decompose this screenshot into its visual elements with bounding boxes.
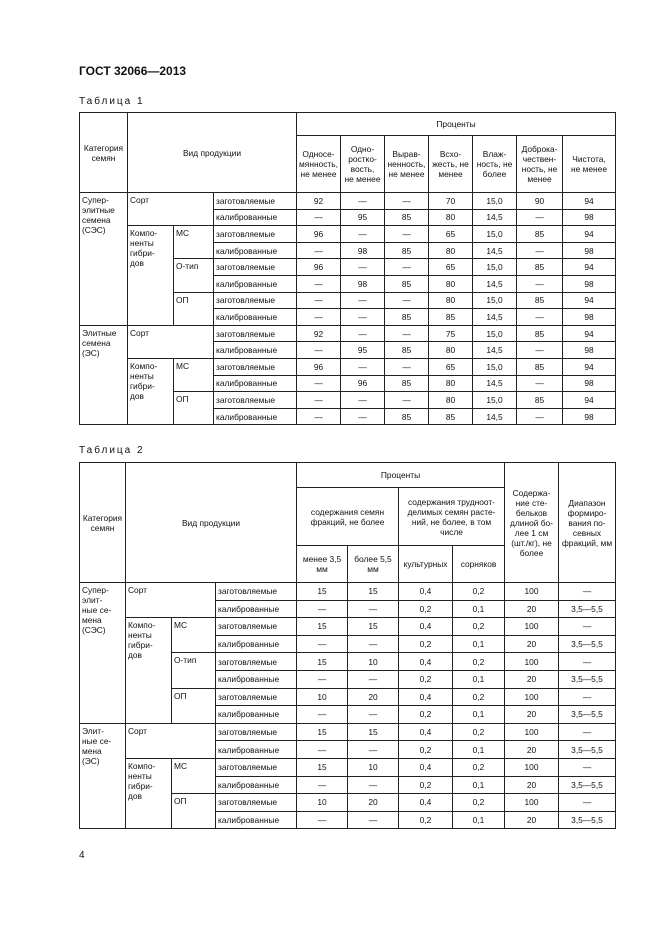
- value-cell: 100: [505, 794, 559, 812]
- t2-header-more55: более 5,5 мм: [348, 546, 399, 583]
- value-cell: 80: [429, 275, 473, 292]
- value-cell: 0,2: [399, 635, 453, 653]
- value-cell: 15,0: [473, 193, 517, 210]
- components-cell: Компо- ненты гибри- дов: [128, 358, 174, 424]
- product-form-cell: калиброванные: [214, 275, 297, 292]
- value-cell: 0,2: [453, 618, 505, 636]
- value-cell: 92: [297, 325, 341, 342]
- value-cell: —: [348, 706, 399, 724]
- value-cell: 0,1: [453, 600, 505, 618]
- value-cell: 15,0: [473, 226, 517, 243]
- category-cell: Элитные семена (ЭС): [80, 325, 128, 425]
- value-cell: —: [297, 600, 348, 618]
- t1-header-product: Вид продукции: [128, 113, 297, 193]
- value-cell: 92: [297, 193, 341, 210]
- value-cell: 96: [341, 375, 385, 392]
- value-cell: 65: [429, 358, 473, 375]
- value-cell: 85: [385, 242, 429, 259]
- value-cell: —: [559, 758, 616, 776]
- document-header: ГОСТ 32066—2013: [79, 64, 187, 78]
- subtype-cell: МС: [174, 226, 214, 259]
- product-form-cell: заготовляемые: [214, 226, 297, 243]
- value-cell: —: [385, 325, 429, 342]
- value-cell: 15,0: [473, 358, 517, 375]
- value-cell: 0,2: [399, 811, 453, 829]
- value-cell: —: [348, 776, 399, 794]
- value-cell: —: [559, 794, 616, 812]
- t2-header-fractions: содержания семян фракций, не более: [297, 488, 399, 546]
- product-form-cell: калиброванные: [214, 342, 297, 359]
- value-cell: 20: [505, 741, 559, 759]
- value-cell: —: [297, 275, 341, 292]
- subtype-cell: ОП: [172, 794, 216, 829]
- value-cell: 0,4: [399, 583, 453, 601]
- t2-header-range: Диапазон формиро-вания по-севных фракций, мм: [559, 463, 616, 583]
- t2-header-weed: сорняков: [453, 546, 505, 583]
- value-cell: 15: [297, 758, 348, 776]
- t1-col-header: Чистота, не менее: [563, 136, 616, 193]
- value-cell: 0,2: [453, 758, 505, 776]
- value-cell: 85: [517, 392, 563, 409]
- value-cell: 80: [429, 392, 473, 409]
- value-cell: 85: [429, 309, 473, 326]
- value-cell: 3,5—5,5: [559, 635, 616, 653]
- value-cell: 15: [297, 723, 348, 741]
- t1-col-header: Доброка- чествен- ность, не менее: [517, 136, 563, 193]
- t1-col-header: Одно- ростко- вость, не менее: [341, 136, 385, 193]
- value-cell: 70: [429, 193, 473, 210]
- value-cell: 15,0: [473, 259, 517, 276]
- product-form-cell: заготовляемые: [214, 292, 297, 309]
- value-cell: 65: [429, 259, 473, 276]
- t1-header-percent: Проценты: [297, 113, 616, 136]
- value-cell: 0,4: [399, 723, 453, 741]
- table1: [79, 112, 616, 425]
- value-cell: 0,2: [453, 688, 505, 706]
- value-cell: —: [348, 635, 399, 653]
- subtype-cell: ОП: [174, 392, 214, 425]
- value-cell: 14,5: [473, 209, 517, 226]
- value-cell: 65: [429, 226, 473, 243]
- value-cell: 80: [429, 292, 473, 309]
- value-cell: 96: [297, 226, 341, 243]
- t1-header-category: Категория семян: [80, 113, 128, 193]
- table2: [79, 462, 616, 829]
- value-cell: —: [559, 688, 616, 706]
- value-cell: 15,0: [473, 325, 517, 342]
- value-cell: 15: [348, 723, 399, 741]
- value-cell: 100: [505, 653, 559, 671]
- value-cell: 100: [505, 758, 559, 776]
- value-cell: 100: [505, 583, 559, 601]
- value-cell: —: [385, 226, 429, 243]
- value-cell: 0,1: [453, 635, 505, 653]
- subtype-cell: О-тип: [174, 259, 214, 292]
- components-cell: Компо- ненты гибри- дов: [126, 618, 172, 724]
- value-cell: —: [297, 392, 341, 409]
- table-row: [80, 758, 616, 776]
- value-cell: 94: [563, 392, 616, 409]
- value-cell: —: [341, 358, 385, 375]
- product-form-cell: заготовляемые: [216, 723, 297, 741]
- value-cell: 75: [429, 325, 473, 342]
- value-cell: 95: [341, 342, 385, 359]
- value-cell: —: [297, 706, 348, 724]
- value-cell: 94: [563, 193, 616, 210]
- value-cell: 10: [297, 794, 348, 812]
- value-cell: 96: [297, 259, 341, 276]
- value-cell: 85: [429, 408, 473, 425]
- product-form-cell: заготовляемые: [216, 583, 297, 601]
- value-cell: 0,2: [399, 600, 453, 618]
- value-cell: 98: [341, 242, 385, 259]
- product-form-cell: заготовляемые: [214, 259, 297, 276]
- value-cell: 0,4: [399, 758, 453, 776]
- value-cell: 100: [505, 688, 559, 706]
- t2-header-percent: Проценты: [297, 463, 505, 488]
- product-form-cell: калиброванные: [216, 741, 297, 759]
- value-cell: 0,2: [453, 794, 505, 812]
- value-cell: 3,5—5,5: [559, 811, 616, 829]
- value-cell: —: [297, 292, 341, 309]
- value-cell: 100: [505, 723, 559, 741]
- value-cell: 0,2: [399, 741, 453, 759]
- value-cell: —: [297, 408, 341, 425]
- value-cell: 98: [563, 375, 616, 392]
- value-cell: 20: [505, 776, 559, 794]
- value-cell: —: [348, 811, 399, 829]
- product-form-cell: калиброванные: [216, 706, 297, 724]
- value-cell: —: [341, 408, 385, 425]
- value-cell: —: [559, 653, 616, 671]
- value-cell: —: [341, 392, 385, 409]
- value-cell: 94: [563, 259, 616, 276]
- sort-cell: Сорт: [128, 325, 214, 358]
- value-cell: 0,1: [453, 741, 505, 759]
- value-cell: 0,4: [399, 653, 453, 671]
- page-number: 4: [79, 850, 85, 861]
- value-cell: —: [297, 741, 348, 759]
- value-cell: 20: [505, 670, 559, 688]
- product-form-cell: калиброванные: [216, 635, 297, 653]
- product-form-cell: калиброванные: [214, 408, 297, 425]
- value-cell: —: [559, 618, 616, 636]
- value-cell: —: [297, 209, 341, 226]
- value-cell: 20: [505, 706, 559, 724]
- value-cell: —: [341, 309, 385, 326]
- value-cell: 85: [385, 342, 429, 359]
- value-cell: 94: [563, 226, 616, 243]
- value-cell: 0,4: [399, 688, 453, 706]
- value-cell: 0,2: [399, 706, 453, 724]
- value-cell: 14,5: [473, 242, 517, 259]
- table-row: [80, 618, 616, 636]
- value-cell: —: [297, 309, 341, 326]
- sort-cell: Сорт: [126, 723, 216, 758]
- value-cell: —: [297, 670, 348, 688]
- t1-col-header: Влаж- ность, не более: [473, 136, 517, 193]
- value-cell: 10: [348, 758, 399, 776]
- value-cell: 85: [517, 325, 563, 342]
- product-form-cell: заготовляемые: [216, 618, 297, 636]
- value-cell: 15: [348, 583, 399, 601]
- category-cell: Супер- элитные семена (СЭС): [80, 193, 128, 326]
- value-cell: —: [348, 741, 399, 759]
- value-cell: 85: [517, 259, 563, 276]
- value-cell: 80: [429, 242, 473, 259]
- value-cell: —: [517, 242, 563, 259]
- category-cell: Элит- ные се- мена (ЭС): [80, 723, 126, 829]
- value-cell: 20: [505, 600, 559, 618]
- value-cell: —: [517, 408, 563, 425]
- category-cell: Супер- элит- ные се- мена (СЭС): [80, 583, 126, 724]
- value-cell: 85: [385, 408, 429, 425]
- value-cell: 10: [297, 688, 348, 706]
- value-cell: 0,1: [453, 776, 505, 794]
- value-cell: —: [297, 375, 341, 392]
- value-cell: 3,5—5,5: [559, 741, 616, 759]
- value-cell: 80: [429, 209, 473, 226]
- value-cell: 0,4: [399, 618, 453, 636]
- value-cell: 15: [297, 618, 348, 636]
- table-row: [80, 325, 616, 342]
- value-cell: —: [341, 226, 385, 243]
- value-cell: 15: [297, 583, 348, 601]
- value-cell: 0,2: [399, 670, 453, 688]
- value-cell: —: [517, 342, 563, 359]
- t2-header-less35: менее 3,5 мм: [297, 546, 348, 583]
- t1-col-header: Всхо- жесть, не менее: [429, 136, 473, 193]
- product-form-cell: заготовляемые: [214, 193, 297, 210]
- subtype-cell: О-тип: [172, 653, 216, 688]
- product-form-cell: калиброванные: [216, 600, 297, 618]
- table-row: [80, 358, 616, 375]
- sort-cell: Сорт: [128, 193, 214, 226]
- value-cell: 0,2: [399, 776, 453, 794]
- value-cell: —: [348, 600, 399, 618]
- value-cell: 98: [341, 275, 385, 292]
- table2-caption: Таблица 2: [79, 445, 145, 456]
- value-cell: 3,5—5,5: [559, 706, 616, 724]
- value-cell: 85: [385, 309, 429, 326]
- value-cell: 85: [517, 226, 563, 243]
- value-cell: 85: [385, 209, 429, 226]
- product-form-cell: заготовляемые: [216, 653, 297, 671]
- value-cell: 14,5: [473, 309, 517, 326]
- value-cell: 0,2: [453, 653, 505, 671]
- value-cell: 14,5: [473, 408, 517, 425]
- t2-header-stems: Содержа-ние сте-бельков длиной бо-лее 1 см (шт./кг), не более: [505, 463, 559, 583]
- components-cell: Компо- ненты гибри- дов: [126, 758, 172, 828]
- t1-col-header: Односе- мянность, не менее: [297, 136, 341, 193]
- product-form-cell: калиброванные: [216, 811, 297, 829]
- value-cell: —: [297, 342, 341, 359]
- value-cell: —: [517, 209, 563, 226]
- subtype-cell: МС: [172, 758, 216, 793]
- sort-cell: Сорт: [126, 583, 216, 618]
- value-cell: —: [348, 670, 399, 688]
- t2-header-cultural: культурных: [399, 546, 453, 583]
- value-cell: —: [341, 259, 385, 276]
- value-cell: 85: [517, 292, 563, 309]
- product-form-cell: заготовляемые: [214, 358, 297, 375]
- value-cell: —: [559, 583, 616, 601]
- value-cell: 98: [563, 242, 616, 259]
- value-cell: —: [385, 259, 429, 276]
- value-cell: —: [517, 309, 563, 326]
- value-cell: 0,2: [453, 723, 505, 741]
- value-cell: 3,5—5,5: [559, 776, 616, 794]
- value-cell: 20: [348, 794, 399, 812]
- value-cell: 14,5: [473, 375, 517, 392]
- subtype-cell: ОП: [172, 688, 216, 723]
- product-form-cell: калиброванные: [214, 375, 297, 392]
- value-cell: 10: [348, 653, 399, 671]
- t2-header-product: Вид продукции: [126, 463, 297, 583]
- product-form-cell: калиброванные: [216, 776, 297, 794]
- product-form-cell: заготовляемые: [216, 758, 297, 776]
- value-cell: —: [385, 358, 429, 375]
- value-cell: —: [385, 292, 429, 309]
- value-cell: 98: [563, 309, 616, 326]
- product-form-cell: заготовляемые: [216, 794, 297, 812]
- subtype-cell: МС: [174, 358, 214, 391]
- product-form-cell: калиброванные: [214, 309, 297, 326]
- value-cell: —: [517, 275, 563, 292]
- value-cell: 15: [297, 653, 348, 671]
- value-cell: 94: [563, 325, 616, 342]
- value-cell: —: [297, 635, 348, 653]
- product-form-cell: заготовляемые: [216, 688, 297, 706]
- product-form-cell: калиброванные: [216, 670, 297, 688]
- value-cell: —: [385, 392, 429, 409]
- value-cell: —: [297, 811, 348, 829]
- value-cell: —: [341, 292, 385, 309]
- subtype-cell: ОП: [174, 292, 214, 325]
- value-cell: —: [385, 193, 429, 210]
- value-cell: —: [341, 193, 385, 210]
- value-cell: —: [559, 723, 616, 741]
- value-cell: 15,0: [473, 292, 517, 309]
- value-cell: 0,1: [453, 670, 505, 688]
- value-cell: 98: [563, 408, 616, 425]
- value-cell: 85: [385, 375, 429, 392]
- t2-header-hard: содержания трудноот-делимых семян расте-ний, не более, в том числе: [399, 488, 505, 546]
- value-cell: 85: [517, 358, 563, 375]
- value-cell: 98: [563, 275, 616, 292]
- value-cell: 3,5—5,5: [559, 600, 616, 618]
- value-cell: 14,5: [473, 275, 517, 292]
- subtype-cell: МС: [172, 618, 216, 653]
- table-row: [80, 193, 616, 210]
- value-cell: —: [517, 375, 563, 392]
- t1-col-header: Вырав- ненность, не менее: [385, 136, 429, 193]
- value-cell: 100: [505, 618, 559, 636]
- value-cell: 14,5: [473, 342, 517, 359]
- table1-caption: Таблица 1: [79, 96, 145, 107]
- value-cell: 85: [385, 275, 429, 292]
- value-cell: 15,0: [473, 392, 517, 409]
- table-row: [80, 226, 616, 243]
- value-cell: 80: [429, 375, 473, 392]
- value-cell: —: [297, 776, 348, 794]
- t2-header-category: Категория семян: [80, 463, 126, 583]
- value-cell: 96: [297, 358, 341, 375]
- value-cell: 0,1: [453, 706, 505, 724]
- product-form-cell: калиброванные: [214, 242, 297, 259]
- components-cell: Компо- ненты гибри- дов: [128, 226, 174, 326]
- product-form-cell: калиброванные: [214, 209, 297, 226]
- value-cell: 95: [341, 209, 385, 226]
- value-cell: 90: [517, 193, 563, 210]
- value-cell: 20: [505, 811, 559, 829]
- value-cell: 98: [563, 342, 616, 359]
- value-cell: 20: [505, 635, 559, 653]
- value-cell: 0,4: [399, 794, 453, 812]
- value-cell: 98: [563, 209, 616, 226]
- value-cell: 3,5—5,5: [559, 670, 616, 688]
- value-cell: 94: [563, 292, 616, 309]
- table-row: [80, 583, 616, 601]
- value-cell: 0,2: [453, 583, 505, 601]
- value-cell: 20: [348, 688, 399, 706]
- value-cell: 94: [563, 358, 616, 375]
- value-cell: —: [341, 325, 385, 342]
- product-form-cell: заготовляемые: [214, 392, 297, 409]
- value-cell: 80: [429, 342, 473, 359]
- value-cell: 15: [348, 618, 399, 636]
- table-row: [80, 723, 616, 741]
- value-cell: —: [297, 242, 341, 259]
- value-cell: 0,1: [453, 811, 505, 829]
- product-form-cell: заготовляемые: [214, 325, 297, 342]
